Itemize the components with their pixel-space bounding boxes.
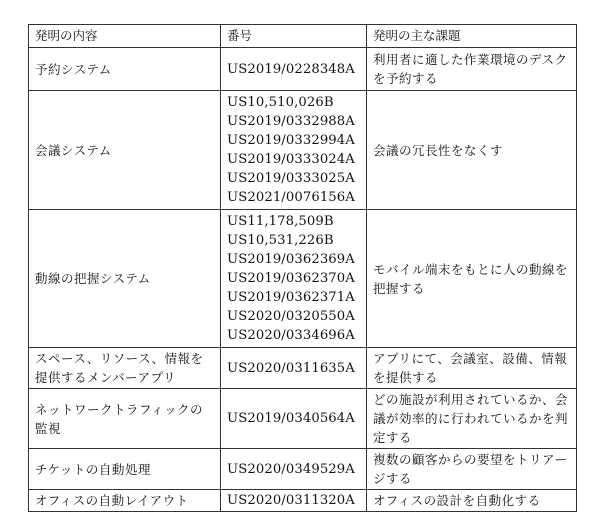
cell-numbers bbox=[221, 48, 367, 91]
header-invention: 発明の内容 bbox=[29, 25, 221, 48]
patent-number: US2020/0349529A bbox=[227, 461, 355, 477]
patent-number: US2019/0333025A bbox=[227, 171, 355, 186]
cell-issue: 複数の顧客からの要望をトリアージする bbox=[367, 449, 577, 490]
patent-number: US2019/0332988A bbox=[227, 114, 355, 129]
patent-number: US2020/0320550A bbox=[227, 309, 355, 324]
patent-number: US2019/0362371A bbox=[227, 290, 355, 305]
cell-numbers bbox=[221, 449, 367, 490]
table-row bbox=[29, 389, 577, 449]
cell-invention: スペース、リソース、情報を提供するメンバーアプリ bbox=[29, 348, 221, 389]
cell-issue: アプリにて、会議室、設備、情報を提供する bbox=[367, 348, 577, 389]
table-row bbox=[29, 210, 577, 348]
patent-number: US2019/0228348A bbox=[227, 61, 355, 77]
header-number: 番号 bbox=[221, 25, 367, 48]
cell-invention: オフィスの自動レイアウト bbox=[29, 490, 221, 512]
patent-number: US11,178,509B bbox=[227, 214, 334, 229]
patent-number: US2019/0362370A bbox=[227, 271, 355, 286]
patent-number: US2020/0311320A bbox=[227, 493, 355, 508]
cell-numbers bbox=[221, 490, 367, 512]
patent-number: US10,531,226B bbox=[227, 233, 334, 248]
cell-issue: 会議の冗長性をなくす bbox=[367, 91, 577, 210]
cell-numbers bbox=[221, 348, 367, 389]
patent-number: US2021/0076156A bbox=[227, 190, 355, 205]
cell-numbers bbox=[221, 91, 367, 210]
table-row bbox=[29, 48, 577, 91]
patent-number: US2019/0362369A bbox=[227, 252, 355, 267]
cell-issue: 利用者に適した作業環境のデスクを予約する bbox=[367, 48, 577, 91]
cell-numbers bbox=[221, 210, 367, 348]
patent-number: US2019/0333024A bbox=[227, 152, 355, 167]
cell-issue: モバイル端末をもとに人の動線を把握する bbox=[367, 210, 577, 348]
patent-number: US2019/0332994A bbox=[227, 133, 355, 148]
table-row bbox=[29, 91, 577, 210]
cell-invention: 予約システム bbox=[29, 48, 221, 91]
table-row bbox=[29, 348, 577, 389]
cell-issue: オフィスの設計を自動化する bbox=[367, 490, 577, 512]
patent-number: US2019/0340564A bbox=[227, 411, 355, 426]
cell-invention: 会議システム bbox=[29, 91, 221, 210]
header-row bbox=[29, 25, 577, 48]
header-issue: 発明の主な課題 bbox=[367, 25, 577, 48]
patent-number: US2020/0334696A bbox=[227, 328, 355, 343]
table-row bbox=[29, 490, 577, 512]
patent-number: US2020/0311635A bbox=[227, 360, 355, 376]
table-row bbox=[29, 449, 577, 490]
cell-invention: チケットの自動処理 bbox=[29, 449, 221, 490]
cell-invention: ネットワークトラフィックの監視 bbox=[29, 389, 221, 449]
cell-invention: 動線の把握システム bbox=[29, 210, 221, 348]
patent-table bbox=[28, 24, 577, 512]
patent-number: US10,510,026B bbox=[227, 95, 334, 110]
cell-numbers bbox=[221, 389, 367, 449]
cell-issue: どの施設が利用されているか、会議が効率的に行われているかを判定する bbox=[367, 389, 577, 449]
